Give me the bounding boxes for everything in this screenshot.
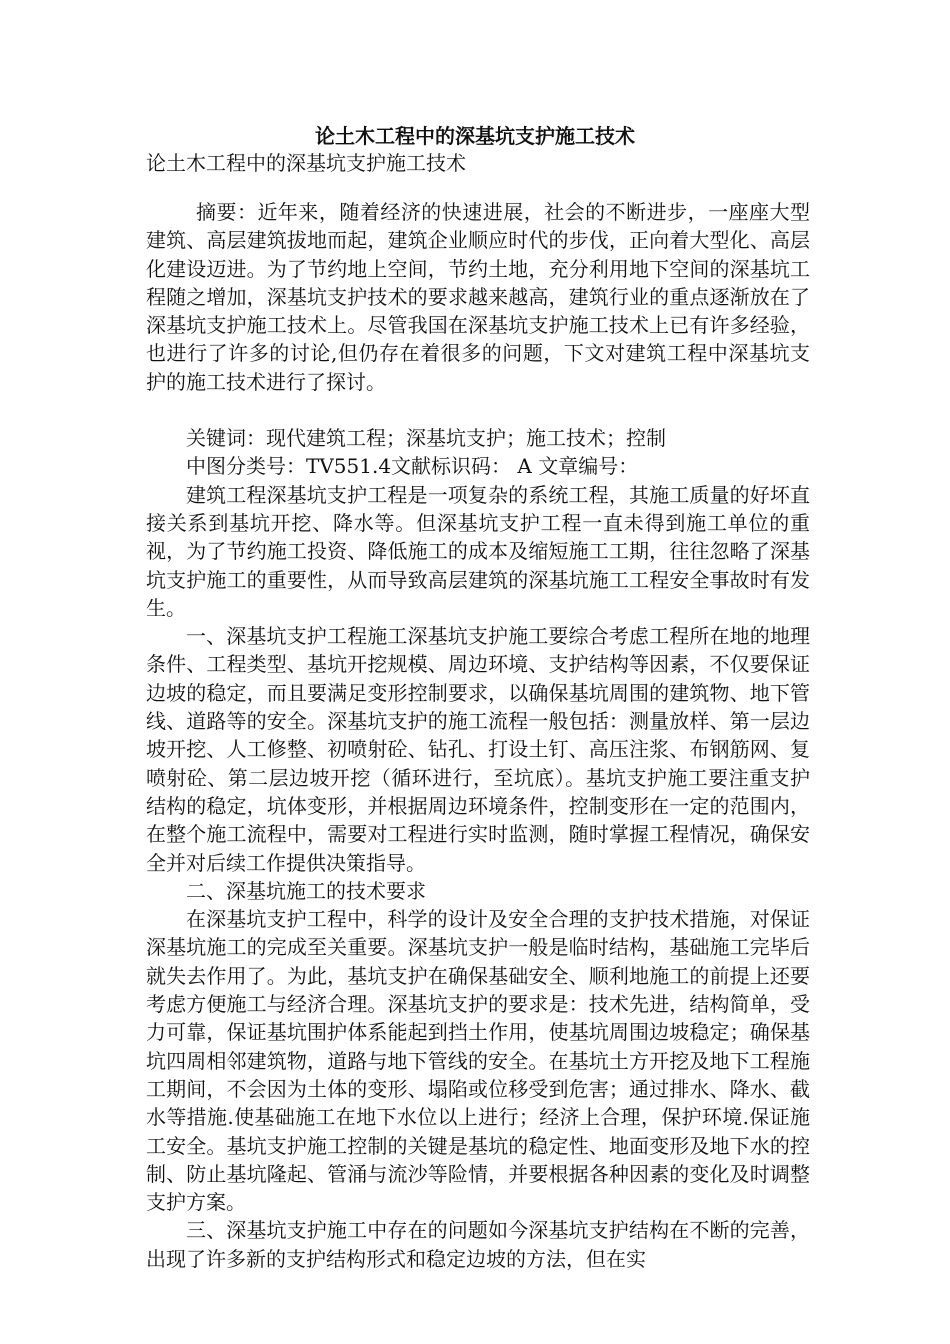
abstract-paragraph: 摘要：近年来，随着经济的快速进展，社会的不断进步，一座座大型建筑、高层建筑拔地而起，建筑企业顺应时代的步伐，正向着大型化、高层化建设迈进。为了节约地上空间，节约土地，充分利用地下空间的深基坑工程随之增加，深基坑支护技术的要求越来越高，建筑行业的重点逐渐放在了深基坑支护施工技术上。尽管我国在深基坑支护施工技术上已有许多经验，也进行了许多的讨论,但仍存在着很多的问题，下文对建筑工程中深基坑支护的施工技术进行了探讨。 (146, 200, 810, 394)
document-subtitle: 论土木工程中的深基坑支护施工技术 (146, 151, 466, 175)
section-one-paragraph: 一、深基坑支护工程施工深基坑支护施工要综合考虑工程所在地的地理条件、工程类型、基坑开挖规模、周边环境、支护结构等因素，不仅要保证边坡的稳定，而且要满足变形控制要求，以确保基坑周围的建筑物、地下管线、道路等的安全。深基坑支护的施工流程一般包括：测量放样、第一层边坡开挖、人工修整、初喷射砼、钻孔、打设土钉、高压注浆、布钢筋网、复喷射砼、第二层边坡开挖（循环进行，至坑底）。基坑支护施工要注重支护结构的稳定，坑体变形，并根据周边环境条件，控制变形在一定的范围内，在整个施工流程中，需要对工程进行实时监测，随时掌握工程情况，确保安全并对后续工作提供决策指导。 (146, 624, 810, 875)
document-body (146, 198, 810, 1273)
body-paragraph: 建筑工程深基坑支护工程是一项复杂的系统工程，其施工质量的好坏直接关系到基坑开挖、降水等。但深基坑支护工程一直未得到施工单位的重视，为了节约施工投资、降低施工的成本及缩短施工工期，往往忽略了深基坑支护施工的重要性，从而导致高层建筑的深基坑施工工程安全事故时有发生。 (146, 482, 810, 620)
keywords-line: 关键词：现代建筑工程；深基坑支护；施工技术；控制 (186, 426, 666, 451)
classification-line: 中图分类号：TV551.4文献标识码： A 文章编号： (186, 454, 639, 479)
section-two-heading: 二、深基坑施工的技术要求 (186, 878, 426, 903)
document-title: 论土木工程中的深基坑支护施工技术 (315, 124, 635, 148)
section-two-paragraph: 在深基坑支护工程中，科学的设计及安全合理的支护技术措施，对保证深基坑施工的完成至关重要。深基坑支护一般是临时结构，基础施工完毕后就失去作用了。为此，基坑支护在确保基础安全、顺利地施工的前提上还要考虑方便施工与经济合理。深基坑支护的要求是：技术先进，结构简单，受力可靠，保证基坑围护体系能起到挡土作用，使基坑周围边坡稳定；确保基坑四周相邻建筑物，道路与地下管线的安全。在基坑土方开挖及地下工程施工期间，不会因为土体的变形、塌陷或位移受到危害；通过排水、降水、截水等措施.使基础施工在地下水位以上进行；经济上合理，保护环境.保证施工安全。基坑支护施工控制的关键是基坑的稳定性、地面变形及地下水的控制、防止基坑隆起、管涌与流沙等险情，并要根据各种因素的变化及时调整支护方案。 (146, 907, 810, 1215)
section-three-paragraph: 三、深基坑支护施工中存在的问题如今深基坑支护结构在不断的完善，出现了许多新的支护结构形式和稳定边坡的方法，但在实 (146, 1218, 810, 1271)
